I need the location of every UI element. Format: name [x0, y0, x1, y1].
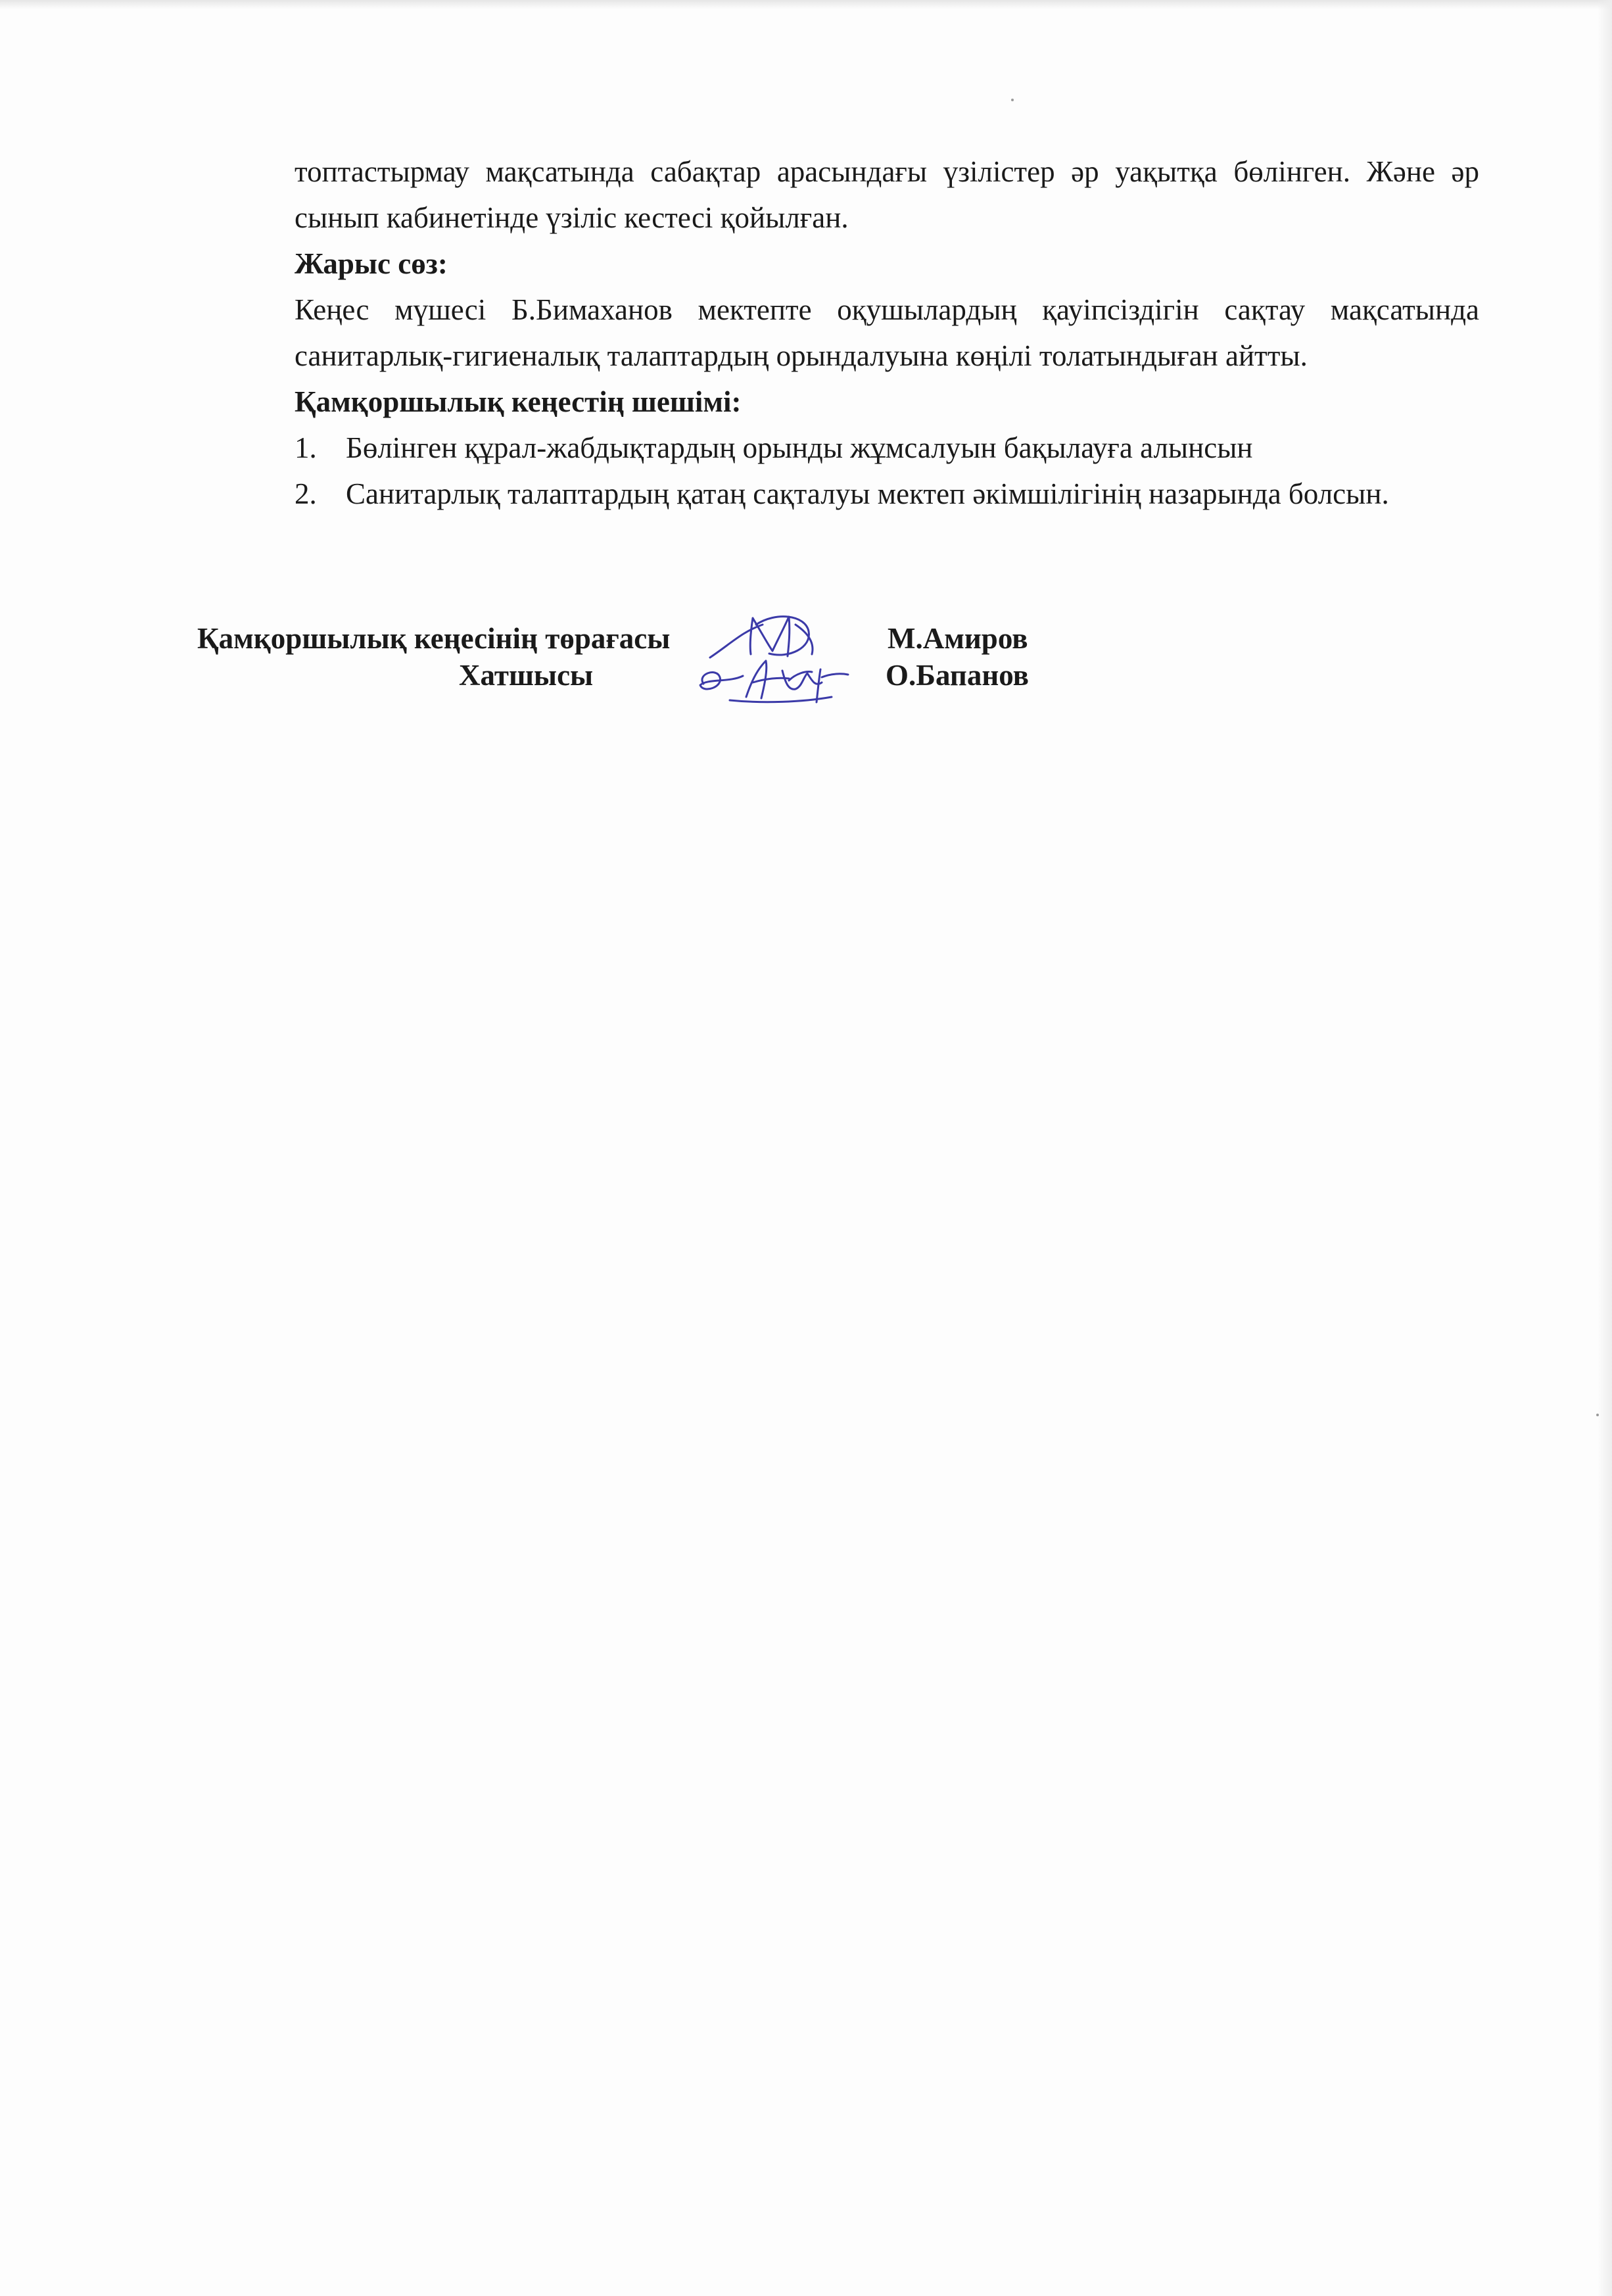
scan-speck [1011, 99, 1014, 101]
decision-number: 1. [295, 431, 317, 464]
intro-paragraph: топтастырмау мақсатында сабақтар арасындағы үзілістер әр уақытқа бөлінген. Және әр сынып кабинетінде үзіліс кестесі қойылған. [295, 155, 1479, 234]
scan-speck [1596, 1414, 1599, 1416]
document-body [295, 149, 1479, 517]
decision-text: Бөлінген құрал-жабдықтардың орынды жұмсалуын бақылауға алынсын [346, 431, 1253, 464]
debate-heading: Жарыс сөз: [295, 247, 448, 280]
scan-edge-right [1598, 0, 1612, 2296]
chair-name: М.Амиров [888, 622, 1028, 655]
decision-item [295, 425, 1479, 471]
chair-title: Қамқоршылық кеңесінің төрағасы [197, 622, 671, 655]
decision-text: Санитарлық талаптардың қатаң сақталуы мектеп әкімшілігінің назарында болсын. [346, 477, 1389, 510]
decision-list [295, 425, 1479, 517]
decision-item [295, 471, 1479, 517]
decision-number: 2. [295, 477, 317, 510]
handwritten-signature [690, 605, 855, 710]
debate-paragraph: Кеңес мүшесі Б.Бимаханов мектепте оқушылардың қауіпсіздігін сақтау мақсатында санитарлық-гигиеналық талаптардың орындалуына көңілі толатындыған айтты. [295, 293, 1479, 372]
decision-heading: Қамқоршылық кеңестің шешімі: [295, 385, 742, 418]
scan-edge-top [0, 0, 1612, 9]
secretary-title: Хатшысы [459, 659, 594, 692]
secretary-name: О.Бапанов [886, 659, 1029, 692]
